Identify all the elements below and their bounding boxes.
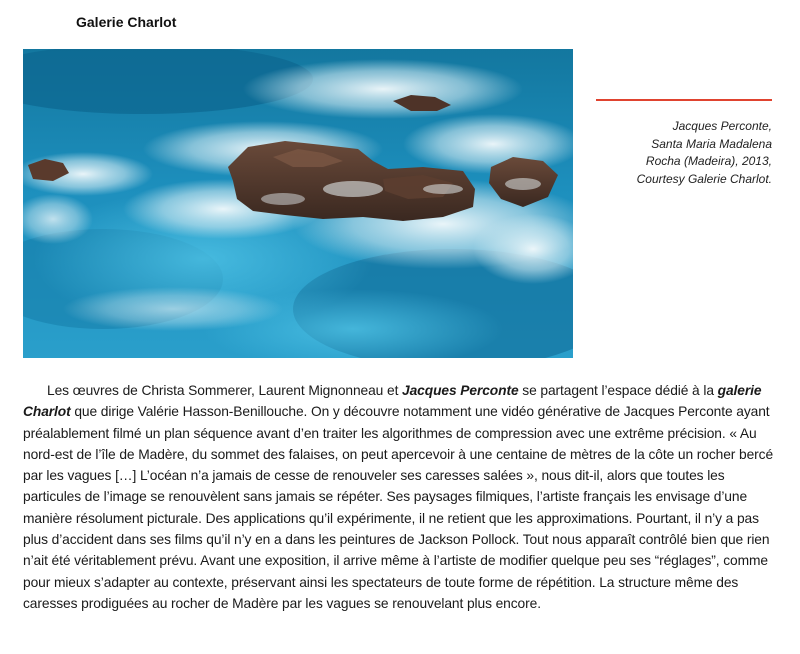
article-text: se partagent l’espace dédié à la [518,383,718,398]
article-paragraph [23,380,779,614]
artwork-photo [23,49,573,358]
article-text: Les œuvres de Christa Sommerer, Laurent Mignonneau et [47,383,403,398]
sea-rocks-image [23,49,573,358]
caption-line: Courtesy Galerie Charlot. [636,171,772,186]
caption-line: Rocha (Madeira), 2013, [645,154,772,168]
photo-caption [590,118,772,188]
artist-name: Jacques Perconte [402,383,519,398]
page-title: Galerie Charlot [76,14,177,30]
caption-line: Santa Maria Madalena [651,136,772,151]
caption-divider [596,99,772,101]
gallery-name: galerie Charlot [23,383,762,420]
article-text: que dirige Valérie Hasson-Benillouche. On y découvre notamment une vidéo générative de Jacques Perconte ayant préalablement filmé un plan séquence avant d’en traiter les algorithmes de compression avec une extrême précision. « Au nord-est de l’île de Madère, du sommet des falaises, on peut apercevoir à une centaine de mètres de la côte un rocher bercé par les vagues […] L’océan n’a jamais de cesse de renouveler ses caresses salées », nous dit-il, alors que toutes les particules de l’image se renouvèlent sans jamais se répéter. Ses paysages filmiques, l’artiste français les envisage d’une manière résolument picturale. Des applications qu’il expérimente, il ne retient que les approximations. Pourtant, il n’y a pas plus d’accident dans ses films qu’il n’y en a dans les peintures de Jackson Pollock. Tout nous apparaît contrôlé bien que rien n’ait été véritablement prévu. Avant une exposition, il arrive même à l’artiste de modifier quelque peu ses “réglages”, comme pour mieux s’adapter au contexte, préservant ainsi les spectateurs de toute forme de répétition. La structure même des caresses prodiguées au rocher de Madère par les vagues se renouvelant plus encore. [23,404,774,611]
caption-line: Jacques Perconte, [672,119,772,133]
article-body [23,380,779,614]
